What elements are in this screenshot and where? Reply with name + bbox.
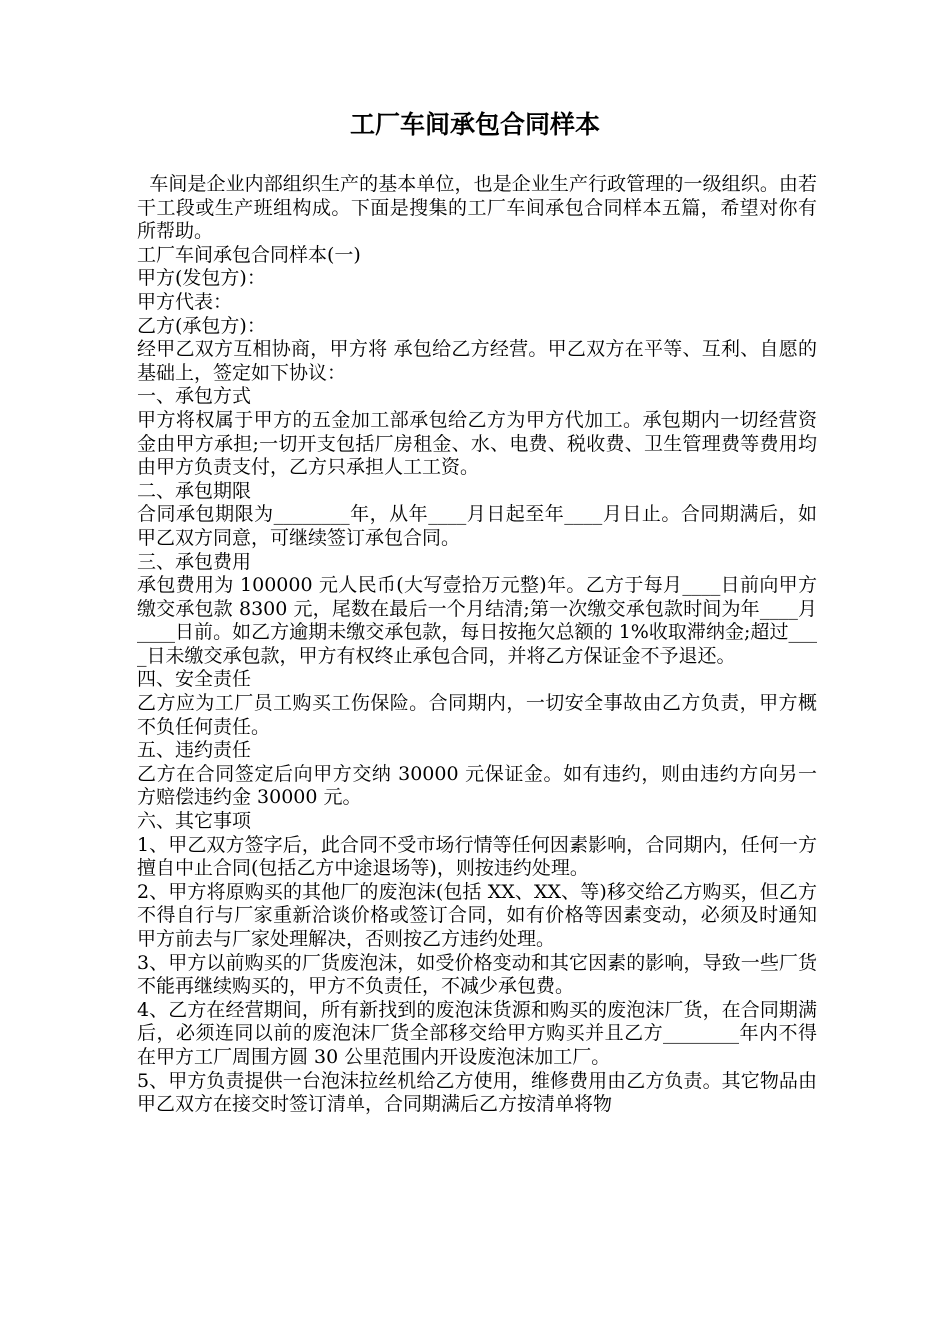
party-b-line: 乙方(承包方)： [137, 314, 266, 337]
section-body-2: 合同承包期限为________年，从年____月日起至年____月日止。合同期满后，如甲乙双方同意，可继续签订承包合同。 [137, 503, 817, 549]
section-body-5: 乙方在合同签定后向甲方交纳 30000 元保证金。如有违约，则由违约方向另一方赔偿违约金 30000 元。 [137, 762, 817, 809]
section-body-1: 甲方将权属于甲方的五金加工部承包给乙方为甲方代加工。承包期内一切经营资金由甲方承担;一切开支包括厂房租金、水、电费、税收费、卫生管理费等费用均由甲方负责支付，乙方只承担人工工资。 [137, 408, 817, 479]
preamble-paragraph: 经甲乙双方互相协商，甲方将 承包给乙方经营。甲乙双方在平等、互利、自愿的基础上，签定如下协议： [137, 338, 817, 384]
section-heading-2: 二、承包期限 [137, 479, 252, 502]
document-body [137, 173, 817, 1117]
other-item-3: 3、甲方以前购买的厂货废泡沫，如受价格变动和其它因素的影响，导致一些厂货不能再继续购买的，甲方不负责任，不减少承包费。 [137, 951, 817, 998]
other-item-4: 4、乙方在经营期间，所有新找到的废泡沫货源和购买的废泡沫厂货，在合同期满后，必须连同以前的废泡沫厂货全部移交给甲方购买并且乙方________年内不得在甲方工厂周围方圆 30 公里范围内开设废泡沫加工厂。 [137, 998, 817, 1068]
section-heading-4: 四、安全责任 [137, 668, 252, 691]
document-title: 工厂车间承包合同样本 [349, 110, 600, 139]
other-item-1: 1、甲乙双方签字后，此合同不受市场行情等任何因素影响，合同期内，任何一方擅自中止合同(包括乙方中途退场等)，则按违约处理。 [137, 833, 817, 880]
section-body-3: 承包费用为 100000 元人民币(大写壹拾万元整)年。乙方于每月____日前向甲方缴交承包款 8300 元，尾数在最后一个月结清;第一次缴交承包款时间为年____月____日前。如乙方逾期未缴交承包款，每日按拖欠总额的 1%收取滞纳金;超过____日未缴交承包款，甲方有权终止承包合同，并将乙方保证金不予退还。 [137, 574, 817, 667]
section-heading-3: 三、承包费用 [137, 550, 252, 573]
section-body-4: 乙方应为工厂员工购买工伤保险。合同期内，一切安全事故由乙方负责，甲方概不负任何责任。 [137, 692, 817, 738]
other-item-5: 5、甲方负责提供一台泡沫拉丝机给乙方使用，维修费用由乙方负责。其它物品由甲乙双方在接交时签订清单，合同期满后乙方按清单将物 [137, 1069, 817, 1116]
section-heading-1: 一、承包方式 [137, 385, 252, 408]
intro-paragraph: 车间是企业内部组织生产的基本单位，也是企业生产行政管理的一级组织。由若干工段或生产班组构成。下面是搜集的工厂车间承包合同样本五篇，希望对你有所帮助。 [137, 173, 817, 243]
party-a-representative-line: 甲方代表： [137, 290, 233, 313]
section-heading-6: 六、其它事项 [137, 810, 252, 833]
section-heading-5: 五、违约责任 [137, 739, 252, 762]
contract-subtitle: 工厂车间承包合同样本(一) [137, 243, 361, 266]
party-a-line: 甲方(发包方)： [137, 267, 266, 290]
other-item-2: 2、甲方将原购买的其他厂的废泡沫(包括 XX、XX、等)移交给乙方购买，但乙方不得自行与厂家重新洽谈价格或签订合同，如有价格等因素变动，必须及时通知甲方前去与厂家处理解决，否则按乙方违约处理。 [137, 880, 817, 950]
